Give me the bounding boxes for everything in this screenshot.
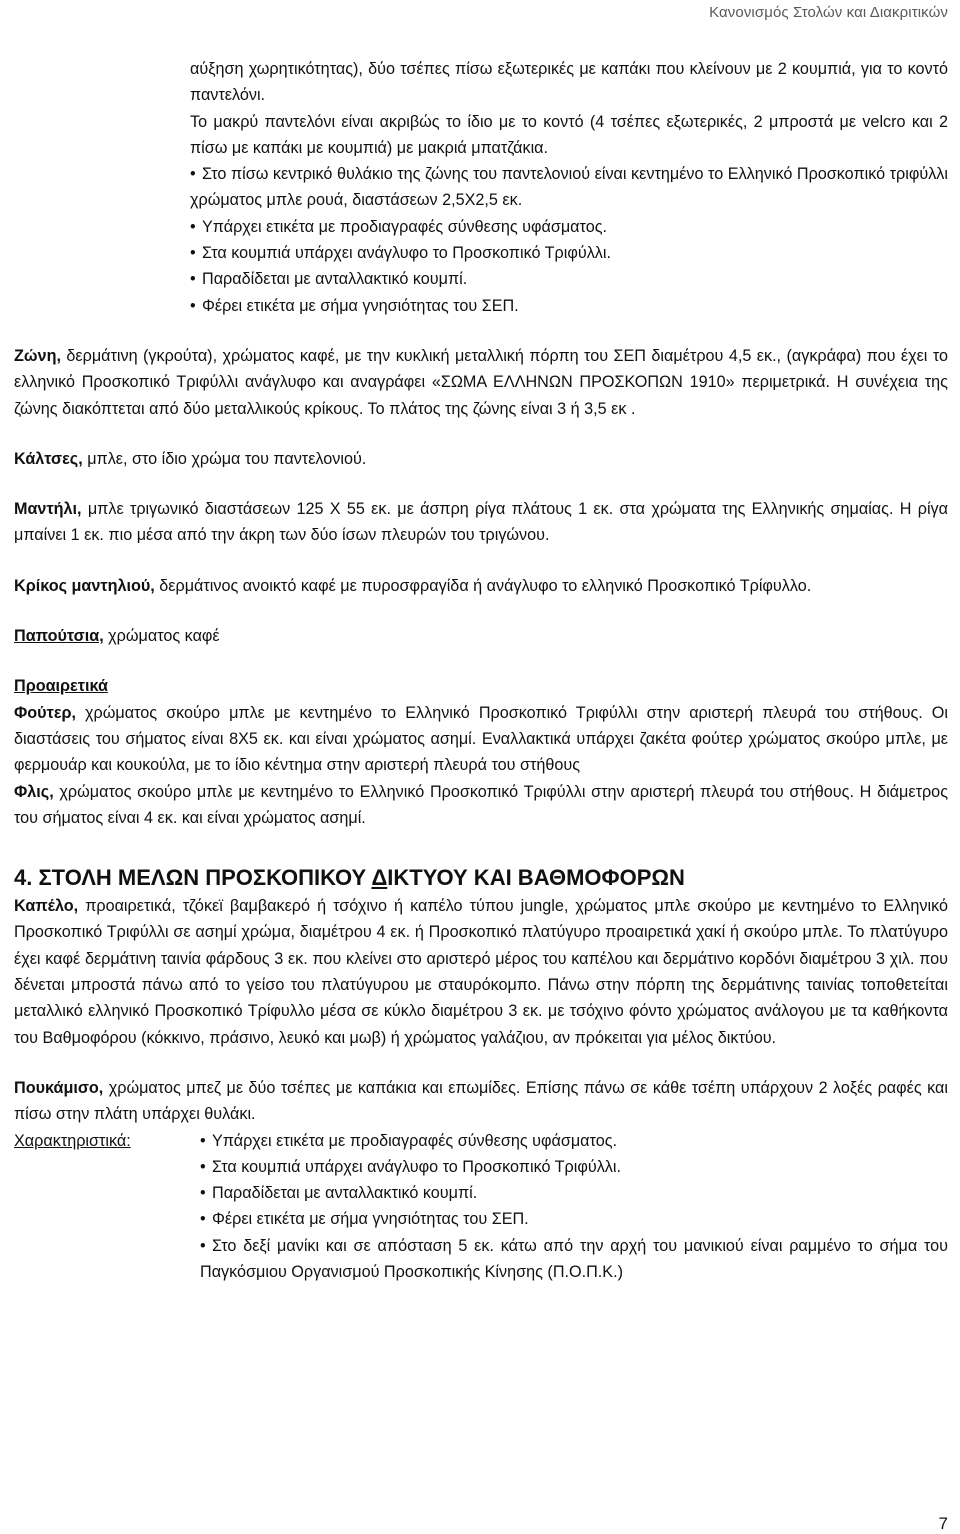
scarf-text: μπλε τριγωνικό διαστάσεων 125 Χ 55 εκ. με άσπρη ρίγα πλάτους 1 εκ. στα χρώματα της Ελληνικής σημαίας. Η ρίγα μπαίνει 1 εκ. πιο μέσα από την άκρη των δύο ίσων πλευρών του τριγώνου.	[14, 500, 948, 545]
hat-label: Καπέλο,	[14, 897, 79, 916]
sweatshirt-text: χρώματος σκούρο μπλε με κεντημένο το Ελληνικό Προσκοπικό Τριφύλλι στην αριστερή πλευρά του στήθους. Οι διαστάσεις του σήματος είναι 8Χ5 εκ. και είναι χρώματος ασημί. Εναλλακτικά υπάρχει ζακέτα φούτερ χρώματος σκούρο μπλε, με φερμουάρ και κουκούλα, με το ίδιο κέντημα στην αριστερή πλευρά του στήθους	[14, 703, 948, 775]
belt-text: δερμάτινη (γκρούτα), χρώματος καφέ, με την κυκλική μεταλλική πόρπη του ΣΕΠ διαμέτρου 4,5 εκ	[60, 346, 773, 365]
fleece-label: Φλις,	[14, 782, 54, 801]
ring-paragraph	[14, 573, 948, 599]
sweatshirt-paragraph	[14, 700, 948, 779]
trousers-continuation	[190, 56, 948, 319]
shirt-features	[14, 1128, 948, 1286]
fleece-text: χρώματος σκούρο μπλε με κεντημένο το Ελληνικό Προσκοπικό Τριφύλλι στην αριστερή πλευρά του στήθους. Η διάμετρος του σήματος είναι 4 εκ. και είναι χρώματος ασημί.	[14, 782, 948, 827]
list-item: • Παραδίδεται με ανταλλακτικό κουμπί.	[190, 266, 948, 292]
belt-paragraph	[14, 343, 948, 422]
running-header: Κανονισμός Στολών και Διακριτικών	[709, 4, 948, 21]
sweatshirt-label: Φούτερ,	[14, 703, 77, 722]
list-item: • Στα κουμπιά υπάρχει ανάγλυφο το Προσκοπικό Τριφύλλι.	[190, 240, 948, 266]
list-item: • Στα κουμπιά υπάρχει ανάγλυφο το Προσκοπικό Τριφύλλι.	[200, 1154, 948, 1180]
list-item: • Στο δεξί μανίκι και σε απόσταση 5 εκ. κάτω από την αρχή του μανικιού είναι ραμμένο το σήμα του Παγκόσμιου Οργανισμού Προσκοπικής Κίνησης (Π.Ο.Π.Κ.)	[200, 1233, 948, 1286]
list-item: • Υπάρχει ετικέτα με προδιαγραφές σύνθεσης υφάσματος.	[190, 214, 948, 240]
hat-text: προαιρετικά, τζόκεϊ βαμβακερό ή τσόχινο ή καπέλο τύπου jungle, χρώματος μπλε σκούρο με κεντημένο το Ελληνικό Προσκοπικό Τριφύλλι σε ασημί χρώμα, διαμέτρου 4 εκ. ή Προσκοπικό πλατύγυρο προαιρετικά χακί ή σκούρο μπλε. Το πλατύγυρο έχει καφέ δερμάτινη ταινία φάρδους 3 εκ. που κλείνει στο αριστερό μέρος του καπέλου και δερμάτινο κορδόνι διαμέτρου 3 χιλ. που δένεται μπροστά πάνω από το γείσο του πλατύγυρου με σταυρόκομπο. Πάνω στην πόρπη της δερμάτινης ταινίας τοποθετείται μεταλλικό ελληνικό Προσκοπικό Τρίφυλλο μέσα σε κύκλο διαμέτρου 3 εκ. με τσόχινο φόντο χρώματος ανάλογου με τα καθήκοντα του Βαθμοφόρου (κόκκινο, πράσινο, λευκό και μωβ) ή χρώματος γαλάζιου, αν πρόκειται για μέλος δικτύου.	[14, 897, 948, 1047]
features-label: Χαρακτηριστικά:	[14, 1131, 131, 1150]
ring-label: Κρίκος μαντηλιού,	[14, 576, 155, 595]
socks-paragraph	[14, 446, 948, 472]
page-number: 7	[938, 1514, 948, 1533]
shirt-paragraph	[14, 1075, 948, 1128]
features-list	[200, 1128, 948, 1286]
shoes-label: Παπούτσια,	[14, 627, 104, 646]
belt-text-cont: ., (αγκράφα) που έχει το ελληνικό Προσκοπικό Τριφύλλι ανάγλυφο και αναγράφει «ΣΩΜΑ ΕΛΛΗΝΩΝ ΠΡΟΣΚΟΠΩΝ 1910» περιμετρικά. Η συνέχεια της ζώνης διακόπτεται από δύο μεταλλικούς κρίκους. Το πλάτος της ζώνης είναι 3 ή 3,5 εκ .	[14, 346, 948, 418]
page-content	[14, 56, 948, 1285]
scarf-paragraph	[14, 496, 948, 549]
list-item: • Παραδίδεται με ανταλλακτικό κουμπί.	[200, 1180, 948, 1206]
list-item: • Στο πίσω κεντρικό θυλάκιο της ζώνης του παντελονιού είναι κεντημένο το Ελληνικό Προσκοπικό τριφύλλι χρώματος μπλε ρουά, διαστάσεων 2,5Χ2,5 εκ.	[190, 161, 948, 214]
socks-text: μπλε, στο ίδιο χρώμα του παντελονιού.	[82, 449, 367, 468]
shirt-label: Πουκάμισο,	[14, 1078, 104, 1097]
list-item: • Φέρει ετικέτα με σήμα γνησιότητας του ΣΕΠ.	[190, 293, 948, 319]
belt-label: Ζώνη,	[14, 346, 61, 365]
intro-paragraph: Το μακρύ παντελόνι είναι ακριβώς το ίδιο με το κοντό (4 τσέπες εξωτερικές, 2 μπροστά με velcro και 2 πίσω με καπάκι με κουμπιά) με μακριά μπατζάκια.	[190, 112, 948, 157]
scarf-label: Μαντήλι,	[14, 500, 82, 519]
shirt-text: χρώματος μπεζ με δύο τσέπες με καπάκια και επωμίδες. Επίσης πάνω σε κάθε τσέπη υπάρχουν 2 λοξές ραφές και πίσω στην πλάτη υπάρχει θυλάκι.	[14, 1078, 948, 1124]
trousers-bullet-list	[190, 161, 948, 319]
section-4-heading: 4. ΣΤΟΛΗ ΜΕΛΩΝ ΠΡΟΣΚΟΠΙΚΟΥ ΔΙΚΤΥΟΥ ΚΑΙ ΒΑΘΜΟΦΟΡΩΝ	[14, 865, 685, 891]
ring-text: δερμάτινος ανοικτό καφέ με πυροσφραγίδα ή ανάγλυφο το ελληνικό Προσκοπικό Τρίφυλλο.	[154, 576, 812, 595]
list-item: • Υπάρχει ετικέτα με προδιαγραφές σύνθεσης υφάσματος.	[200, 1128, 948, 1154]
intro-paragraph: αύξηση χωρητικότητας), δύο τσέπες πίσω εξωτερικές με καπάκι που κλείνουν με 2 κουμπιά, για το κοντό παντελόνι.	[190, 60, 948, 105]
optional-heading: Προαιρετικά	[14, 677, 108, 696]
hat-paragraph	[14, 893, 948, 1051]
shoes-paragraph	[14, 623, 948, 649]
shoes-text: χρώματος καφέ	[103, 627, 220, 646]
socks-label: Κάλτσες,	[14, 449, 83, 468]
list-item: • Φέρει ετικέτα με σήμα γνησιότητας του ΣΕΠ.	[200, 1206, 948, 1232]
fleece-paragraph	[14, 779, 948, 832]
